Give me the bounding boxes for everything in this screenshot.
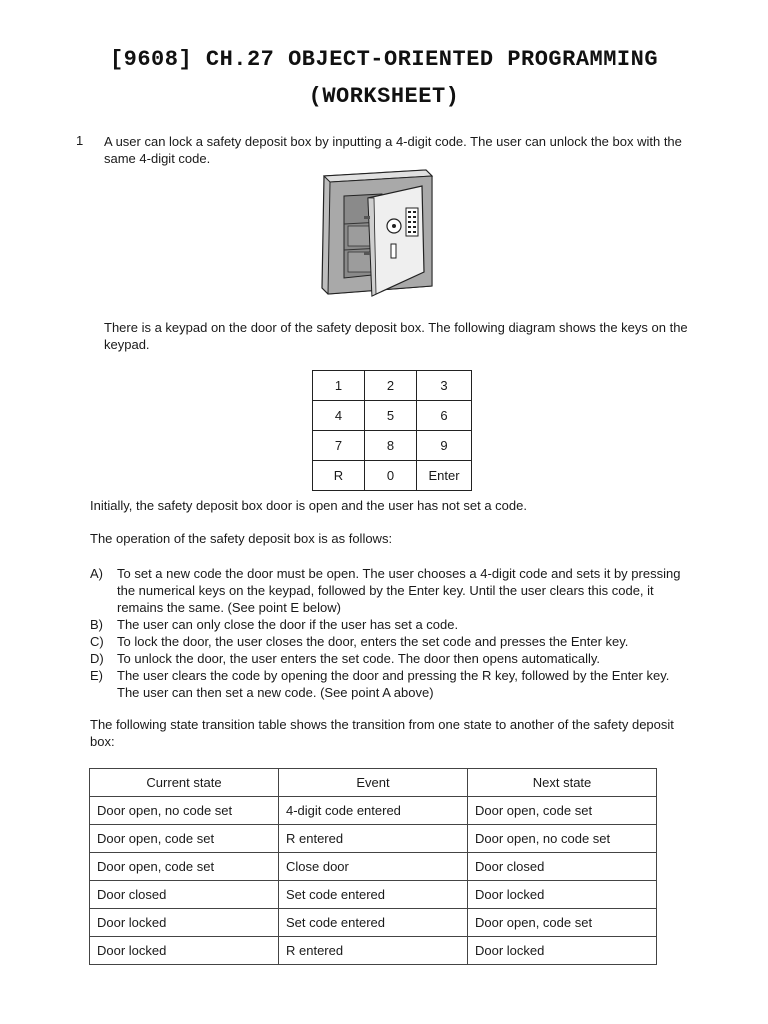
- keypad-key: 3: [417, 371, 472, 401]
- keypad-row: [313, 371, 472, 401]
- cell-next-state: Door locked: [468, 881, 657, 909]
- cell-next-state: Door open, code set: [468, 909, 657, 937]
- question-intro: A user can lock a safety deposit box by inputting a 4-digit code. The user can unlock the box with the same 4-digit code.: [104, 134, 682, 166]
- keypad-key: 6: [417, 401, 472, 431]
- cell-event: 4-digit code entered: [279, 797, 468, 825]
- keypad-key: R: [313, 461, 365, 491]
- keypad-key: 9: [417, 431, 472, 461]
- keypad-key: 1: [313, 371, 365, 401]
- operation-item: [90, 633, 690, 650]
- operation-intro: The operation of the safety deposit box is as follows:: [90, 531, 393, 546]
- cell-next-state: Door locked: [468, 937, 657, 965]
- keypad-key: 4: [313, 401, 365, 431]
- cell-next-state: Door open, no code set: [468, 825, 657, 853]
- worksheet-title: [9608] CH.27 OBJECT-ORIENTED PROGRAMMING: [109, 47, 659, 72]
- operation-item: [90, 565, 690, 616]
- table-row: [90, 825, 657, 853]
- operation-item: [90, 667, 690, 701]
- cell-current-state: Door locked: [90, 909, 279, 937]
- initial-state-text: Initially, the safety deposit box door is open and the user has not set a code.: [90, 498, 527, 513]
- operation-text: The user can only close the door if the user has set a code.: [117, 617, 459, 632]
- keypad-key: 2: [365, 371, 417, 401]
- table-row: [90, 909, 657, 937]
- table-row: [90, 881, 657, 909]
- cell-current-state: Door locked: [90, 937, 279, 965]
- keypad-description: There is a keypad on the door of the safety deposit box. The following diagram shows the keys on the keypad.: [104, 320, 688, 352]
- operation-item: [90, 616, 690, 633]
- operation-item: [90, 650, 690, 667]
- operation-label: D): [90, 651, 104, 666]
- keypad-key: Enter: [417, 461, 472, 491]
- cell-current-state: Door open, no code set: [90, 797, 279, 825]
- question-number: 1: [76, 133, 84, 148]
- operation-text: To set a new code the door must be open. The user chooses a 4-digit code and sets it by pressing the numerical keys on the keypad, followed by the Enter key. Until the user clears this code, it remains the same. (See point E below): [117, 566, 681, 615]
- operation-text: The user clears the code by opening the door and pressing the R key, followed by the Enter key. The user can then set a new code. (See point A above): [117, 668, 670, 700]
- cell-current-state: Door open, code set: [90, 853, 279, 881]
- keypad-row: [313, 461, 472, 491]
- table-row: [90, 853, 657, 881]
- operation-label: C): [90, 634, 104, 649]
- keypad-diagram: [312, 370, 472, 491]
- table-header-row: [90, 769, 657, 797]
- transition-table-intro: The following state transition table shows the transition from one state to another of the safety deposit box:: [90, 717, 674, 749]
- cell-event: Set code entered: [279, 909, 468, 937]
- table-row: [90, 797, 657, 825]
- cell-event: Close door: [279, 853, 468, 881]
- keypad-row: [313, 401, 472, 431]
- table-row: [90, 937, 657, 965]
- cell-next-state: Door open, code set: [468, 797, 657, 825]
- operation-label: A): [90, 566, 103, 581]
- keypad-key: 5: [365, 401, 417, 431]
- keypad-row: [313, 431, 472, 461]
- column-header-event: Event: [279, 769, 468, 797]
- operation-list: [90, 565, 690, 701]
- cell-current-state: Door open, code set: [90, 825, 279, 853]
- keypad-key: 7: [313, 431, 365, 461]
- cell-current-state: Door closed: [90, 881, 279, 909]
- operation-label: B): [90, 617, 103, 632]
- column-header-current-state: Current state: [90, 769, 279, 797]
- operation-text: To unlock the door, the user enters the set code. The door then opens automatically.: [117, 651, 600, 666]
- keypad-key: 8: [365, 431, 417, 461]
- cell-event: Set code entered: [279, 881, 468, 909]
- state-transition-table: [89, 768, 657, 965]
- cell-next-state: Door closed: [468, 853, 657, 881]
- safety-deposit-box-illustration: [318, 168, 438, 300]
- column-header-next-state: Next state: [468, 769, 657, 797]
- operation-label: E): [90, 668, 103, 683]
- cell-event: R entered: [279, 937, 468, 965]
- operation-text: To lock the door, the user closes the door, enters the set code and presses the Enter key.: [117, 634, 629, 649]
- worksheet-subtitle: (WORKSHEET): [308, 84, 460, 109]
- keypad-key: 0: [365, 461, 417, 491]
- cell-event: R entered: [279, 825, 468, 853]
